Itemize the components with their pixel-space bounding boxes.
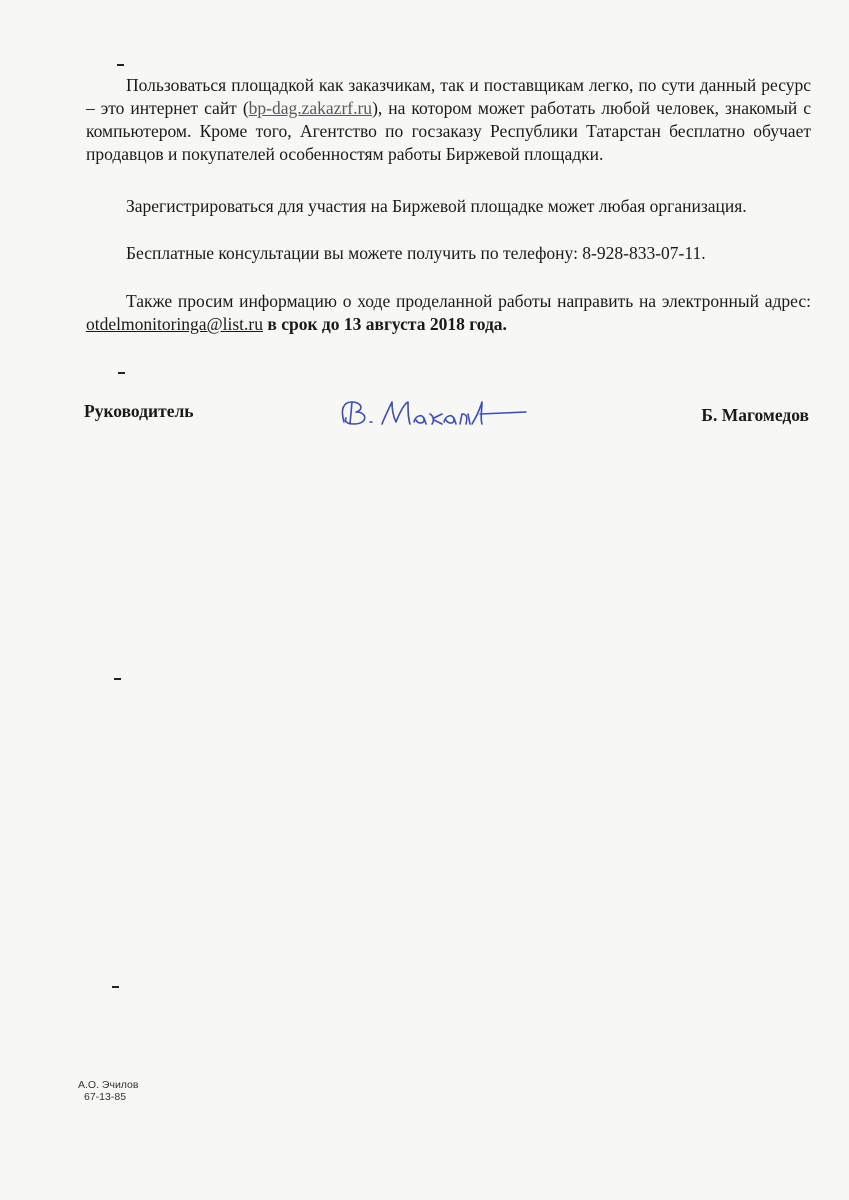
executor-footer xyxy=(78,1079,138,1103)
email-link[interactable]: otdelmonitoringa@list.ru xyxy=(86,314,263,334)
paragraph4-text-start: Также просим информацию о ходе проделанной работы направить на электронный адрес: xyxy=(126,291,811,311)
deadline-text: срок до 13 августа 2018 года. xyxy=(281,314,507,334)
punch-mark xyxy=(117,64,124,66)
signatory-name: Б. Магомедов xyxy=(701,405,809,425)
signatory-title: Руководитель xyxy=(84,401,194,421)
paragraph2-text: Зарегистрироваться для участия на Биржевой площадке может любая организация. xyxy=(126,196,747,216)
paragraph3-text: Бесплатные консультации вы можете получить по телефону: 8-928-833-07-11. xyxy=(126,243,706,263)
website-link[interactable]: bp-dag.zakazrf.ru xyxy=(248,98,373,118)
paragraph-consultation xyxy=(86,242,811,265)
handwritten-signature xyxy=(330,378,540,438)
paragraph-request-info xyxy=(86,290,811,336)
punch-mark xyxy=(114,678,121,680)
punch-mark xyxy=(112,986,119,988)
executor-phone: 67-13-85 xyxy=(84,1091,127,1103)
paragraph-registration xyxy=(86,195,811,218)
paragraph1-text-end: ), на котором может работать любой человек, знакомый с компьютером. Кроме того, Агентство по госзаказу Республики Татарстан бесплатно обучает продавцов и покупателей особенностям работы Биржевой площадки. xyxy=(86,98,811,164)
paragraph4-connector: в xyxy=(263,314,282,334)
punch-mark xyxy=(118,372,125,374)
paragraph-platform-usage xyxy=(86,74,811,166)
executor-name: А.О. Эчилов xyxy=(78,1079,139,1091)
paragraph1-text-start: Пользоваться площадкой как заказчикам, так и поставщикам легко, по сути данный ресурс – это интернет сайт ( xyxy=(86,75,811,118)
